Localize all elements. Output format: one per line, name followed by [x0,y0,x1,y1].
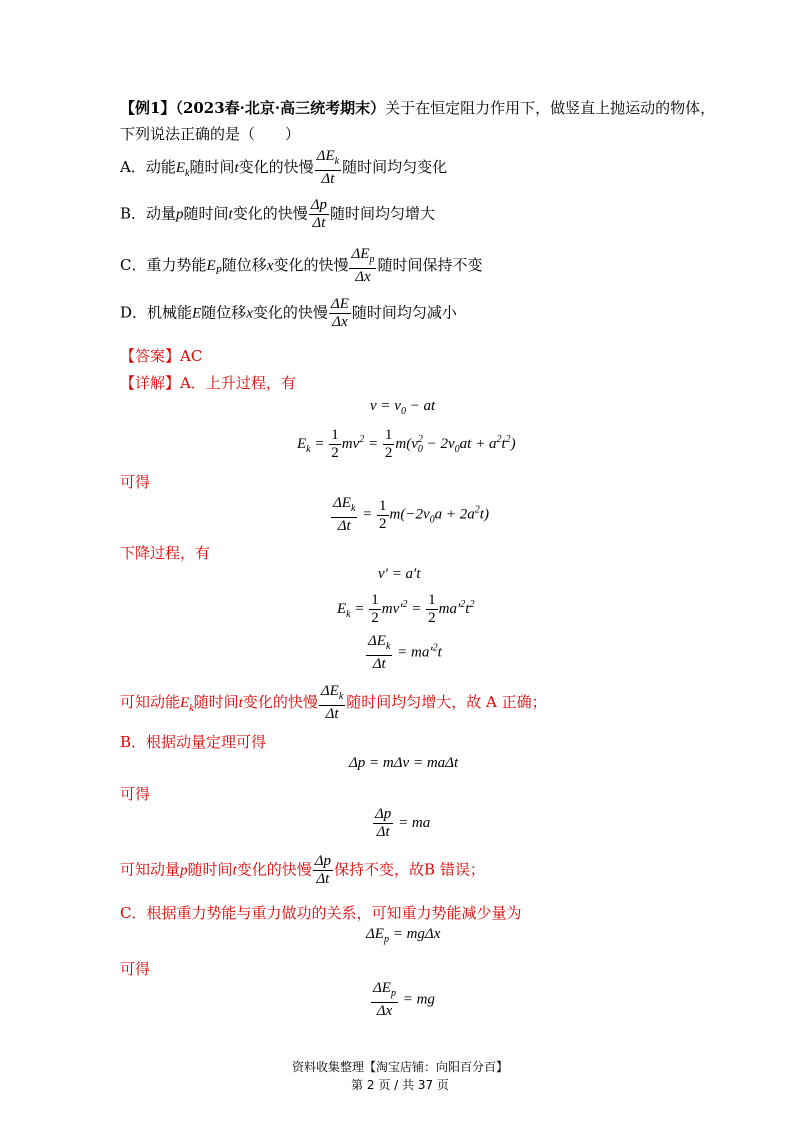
explanation-c-intro: C．根据重力势能与重力做功的关系，可知重力势能减少量为 [120,904,522,922]
option-d-fraction: $\frac{\Delta E}{\Delta x}$ [330,296,349,330]
option-b-post: 随时间均匀增大 [330,204,436,223]
explanation-intro [120,372,296,393]
option-c [120,246,482,286]
option-a-post: 随时间均匀变化 [342,158,448,176]
kede-2: 可得 [120,785,151,803]
option-d [120,296,457,331]
option-c-symbol: $E_P$ [206,258,222,277]
footer-page-number: 第 2 页 / 共 37 页 [351,1078,449,1092]
equation-7: Δp = mΔv = maΔt [349,755,459,771]
equation-2: $E_k$ = $\frac{1}{2}$ $mv^2$ = $\frac{1}{2}$ $m(v_0^2 - 2v_0at + a^2t^2)$ [297,427,516,461]
option-a-pre: A．动能 [120,158,176,176]
explanation-label: 【详解】 [120,374,181,392]
option-b-mid: 随时间 [183,204,229,223]
equation-9: $\Delta E_p = mg\Delta x$ [366,926,441,945]
option-d-symbol: E [192,305,202,322]
option-a [120,148,447,188]
option-c-pre: C．重力势能 [120,256,207,274]
option-b-t: t [228,206,233,223]
option-d-mid: 随位移 [201,303,247,322]
option-a-symbol: $E_k$ [175,160,190,179]
equation-3: $\frac{\Delta E_k}{\Delta t}$ = $\frac{1}{2}$ $m(-2v_0a + 2a^2t)$ [333,495,489,534]
kede-3: 可得 [120,960,151,978]
option-d-post: 随时间均匀减小 [351,303,457,322]
explanation-intro-text: A．上升过程，有 [180,374,296,392]
footer-source: 资料收集整理【淘宝店铺：向阳百分百】 [291,1060,508,1074]
equation-8: $\frac{\Delta p}{\Delta t}$ = ma [375,806,431,840]
conclusion-a: 可知动能$E_k$随时间t变化的快慢 $\frac{\Delta E_k}{\Delta t}$ 随时间均匀增大，故 A 正确； [120,683,547,722]
answer-label: 【答案】 [120,347,181,365]
option-a-t: t [234,160,239,176]
conclusion-b: 可知动量p随时间t变化的快慢 $\frac{\Delta p}{\Delta t}$ 保持不变，故B 错误； [120,853,485,887]
option-b-pre: B．动量 [120,204,177,223]
option-c-mid: 随位移 [221,256,267,274]
question-label: 【例1】 [120,99,176,117]
option-a-mid: 随时间 [189,158,235,176]
option-b-fraction: $\frac{\Delta p}{\Delta t}$ [310,197,328,231]
option-c-post: 随时间保持不变 [377,256,483,274]
descent-intro: 下降过程，有 [120,544,211,562]
option-a-fraction: $\frac{\Delta E_k}{\Delta t}$ [316,148,340,187]
option-b [120,197,435,232]
option-d-mid2: 变化的快慢 [252,303,328,322]
kede-1: 可得 [120,473,151,491]
option-c-x: x [266,258,274,274]
equation-6: $\frac{\Delta E_k}{\Delta t}$ = $ma'^2t$ [368,633,442,672]
answer-line [120,345,202,366]
equation-4: v′ = a′t [378,566,421,582]
question-source: （2023春·北京·高三统考期末） [175,99,386,117]
equation-5: $E_k$ = $\frac{1}{2}$ $mv'^2$ = $\frac{1}{2}$ $ma'^2t^2$ [337,592,475,626]
equation-10: $\frac{\Delta E_p}{\Delta x}$ = mg [373,980,435,1019]
option-c-fraction: $\frac{\Delta E_p}{\Delta x}$ [351,246,375,285]
answer-value: AC [180,347,203,365]
question-stem-text-1: 关于在恒定阻力作用下，做竖直上抛运动的物体， [385,99,716,117]
option-d-x: x [246,305,253,322]
option-a-mid2: 变化的快慢 [238,158,314,176]
explanation-b-intro: B．根据动量定理可得 [120,733,267,751]
question-stem-line2: 下列说法正确的是（ ） [120,125,301,143]
equation-1: $v = v_0$ − at [370,398,436,417]
question-stem-line1 [120,97,715,118]
option-c-mid2: 变化的快慢 [273,256,349,274]
option-b-mid2: 变化的快慢 [232,204,308,223]
option-d-pre: D．机械能 [120,303,193,322]
option-b-symbol: p [176,206,184,223]
